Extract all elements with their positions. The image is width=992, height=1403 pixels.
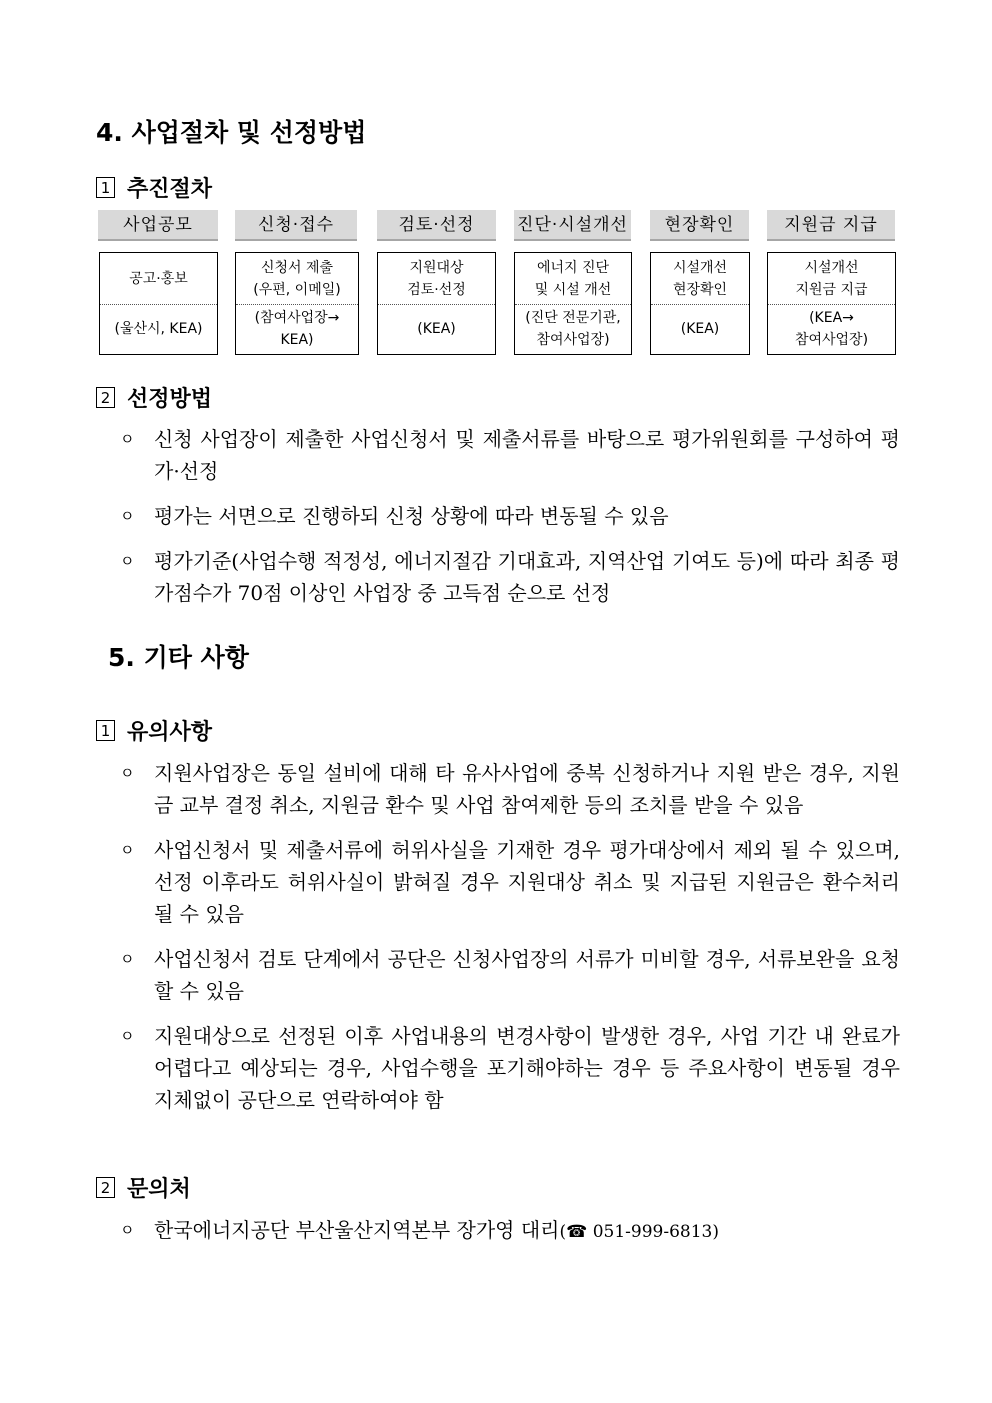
- list-item: [120, 1214, 900, 1248]
- subsection-number-box: 2: [96, 1177, 115, 1198]
- list-item-text: 신청 사업장이 제출한 사업신청서 및 제출서류를 바탕으로 평가위원회를 구성하여 평가·선정: [154, 427, 900, 483]
- step-desc-2: 및 시설 개선: [534, 281, 612, 298]
- list-item-text: 지원사업장은 동일 설비에 대해 타 유사사업에 중복 신청하거나 지원 받은 경우, 지원금 교부 결정 취소, 지원금 환수 및 사업 참여제한 등의 조치를 받을 수 있음: [154, 761, 900, 817]
- phone-prefix: (☎: [559, 1222, 593, 1242]
- selection-list: [120, 423, 900, 609]
- step-header-1: 사업공모: [98, 210, 218, 241]
- contact-heading: [96, 1172, 191, 1203]
- step-header-2: 신청·접수: [235, 210, 357, 241]
- step-agency-2: KEA): [280, 331, 314, 348]
- step-agency: (KEA): [417, 320, 456, 337]
- step-desc-2: 현장확인: [672, 281, 728, 298]
- step-desc-2: (우편, 이메일): [253, 281, 341, 298]
- step-desc: 시설개선: [804, 259, 859, 276]
- phone-suffix: ): [712, 1222, 719, 1242]
- step-desc: 신청서 제출: [260, 259, 334, 276]
- step-box-5: [650, 252, 750, 355]
- step-header-6: 지원금 지급: [767, 210, 895, 241]
- procedure-title: 추진절차: [127, 177, 213, 202]
- selection-heading: [96, 382, 212, 413]
- step-desc-2: 지원금 지급: [795, 281, 868, 298]
- contact-list: [120, 1214, 900, 1248]
- list-item-text: 지원대상으로 선정된 이후 사업내용의 변경사항이 발생한 경우, 사업 기간 내 완료가 어렵다고 예상되는 경우, 사업수행을 포기해야하는 경우 등 주요사항이 변동될 경우 지체없이 공단으로 연락하여야 함: [154, 1024, 900, 1112]
- step-header-3: 검토·선정: [377, 210, 496, 241]
- step-agency: (진단 전문기관,: [525, 309, 621, 326]
- selection-title: 선정방법: [127, 387, 213, 412]
- step-header-4: 진단·시설개선: [514, 210, 631, 241]
- bullet-marker: ㅇ: [120, 1221, 135, 1239]
- subsection-number-box: 2: [96, 387, 115, 408]
- step-header-5: 현장확인: [650, 210, 749, 241]
- step-desc: 공고·홍보: [129, 270, 188, 287]
- step-desc: 에너지 진단: [536, 259, 610, 276]
- step-box-4: [514, 252, 632, 355]
- section-5-title: 5. 기타 사항: [108, 643, 249, 672]
- section-4-title: 4. 사업절차 및 선정방법: [96, 118, 367, 147]
- step-agency: (참여사업장→: [254, 309, 340, 326]
- notes-list: [120, 757, 900, 1116]
- procedure-heading: [96, 172, 212, 203]
- list-item-text: 사업신청서 검토 단계에서 공단은 신청사업장의 서류가 미비할 경우, 서류보완을 요청할 수 있음: [154, 947, 900, 1003]
- list-item: [120, 545, 900, 609]
- list-item: [120, 757, 900, 821]
- list-item: [120, 423, 900, 487]
- bullet-marker: ㅇ: [120, 552, 135, 570]
- list-item: [120, 500, 900, 532]
- list-item-text: 사업신청서 및 제출서류에 허위사실을 기재한 경우 평가대상에서 제외 될 수 있으며, 선정 이후라도 허위사실이 밝혀질 경우 지원대상 취소 및 지급된 지원금은 환수처리 될 수 있음: [154, 838, 900, 926]
- subsection-number-box: 1: [96, 720, 115, 741]
- step-box-1: [99, 252, 218, 355]
- step-agency-2: 참여사업장): [794, 331, 869, 348]
- notes-title: 유의사항: [127, 720, 213, 745]
- step-box-6: [767, 252, 896, 355]
- list-item-text: 평가기준(사업수행 적정성, 에너지절감 기대효과, 지역산업 기여도 등)에 따라 최종 평가점수가 70점 이상인 사업장 중 고득점 순으로 선정: [154, 549, 900, 605]
- contact-title: 문의처: [127, 1177, 191, 1202]
- contact-phone: 051-999-6813: [592, 1222, 713, 1242]
- step-agency: (KEA): [680, 320, 720, 337]
- subsection-number-box: 1: [96, 177, 115, 198]
- contact-text: 한국에너지공단 부산울산지역본부 장가영 대리: [154, 1218, 560, 1242]
- bullet-marker: ㅇ: [120, 764, 135, 782]
- step-agency-2: 참여사업장): [536, 331, 610, 348]
- list-item: [120, 834, 900, 930]
- bullet-marker: ㅇ: [120, 507, 135, 525]
- list-item-text: 평가는 서면으로 진행하되 신청 상황에 따라 변동될 수 있음: [154, 504, 669, 528]
- list-item: [120, 1020, 900, 1116]
- step-box-3: [377, 252, 496, 355]
- bullet-marker: ㅇ: [120, 841, 135, 859]
- step-desc-2: 검토·선정: [407, 281, 466, 298]
- step-agency: (KEA→: [809, 309, 854, 326]
- notes-heading: [96, 715, 212, 746]
- step-desc: 지원대상: [409, 259, 464, 276]
- bullet-marker: ㅇ: [120, 950, 135, 968]
- step-agency: (울산시, KEA): [114, 320, 203, 337]
- bullet-marker: ㅇ: [120, 1027, 135, 1045]
- bullet-marker: ㅇ: [120, 430, 135, 448]
- step-desc: 시설개선: [672, 259, 728, 276]
- list-item: [120, 943, 900, 1007]
- step-box-2: [235, 252, 359, 355]
